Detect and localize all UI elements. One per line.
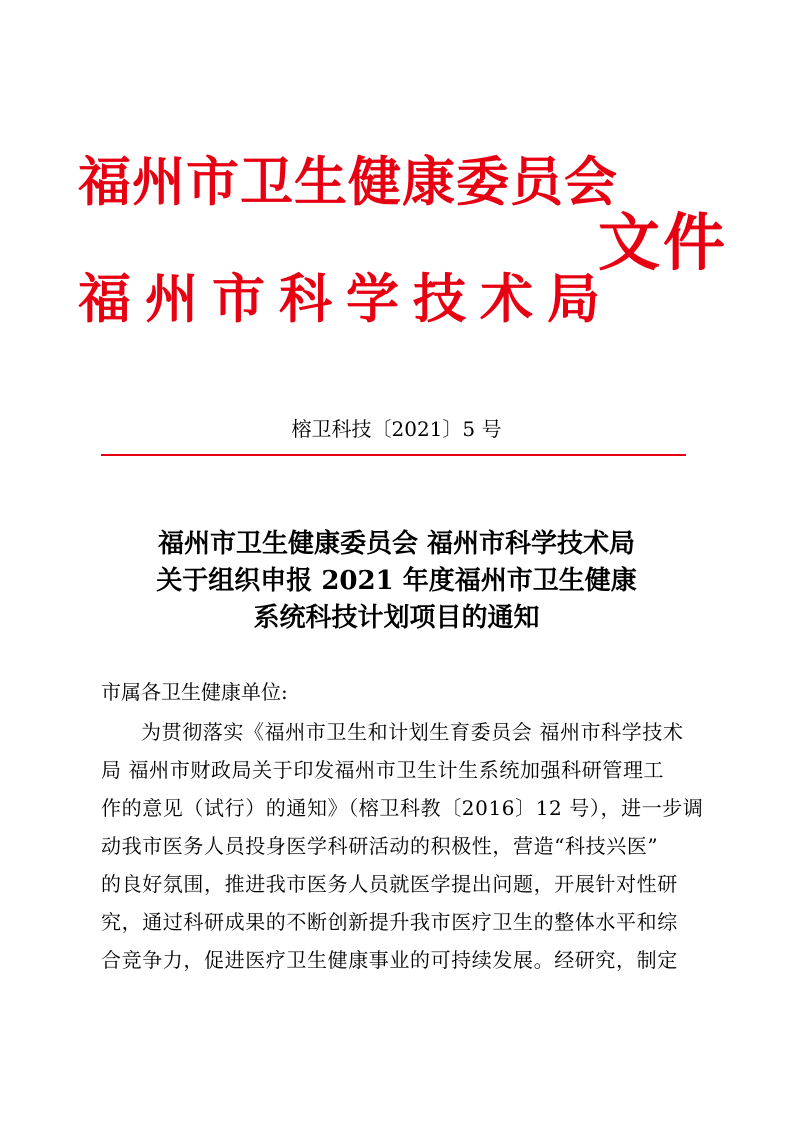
title-line-2: 关于组织申报 2021 年度福州市卫生健康 <box>156 566 637 596</box>
document-number: 榕卫科技〔2021〕5 号 <box>291 417 502 441</box>
title-line-3: 系统科技计划项目的通知 <box>253 603 540 633</box>
document-word: 文件 <box>598 206 729 279</box>
issuer-name-health-commission: 福州市卫生健康委员会 <box>78 151 618 213</box>
body-line: 作的意见（试行）的通知》（榕卫科教〔2016〕12 号），进一步调 <box>101 796 704 820</box>
body-line: 合竞争力，促进医疗卫生健康事业的可持续发展。经研究，制定 <box>101 948 678 972</box>
body-line: 为贯彻落实《福州市卫生和计划生育委员会 福州市科学技术 <box>141 720 684 744</box>
body-line: 动我市医务人员投身医学科研活动的积极性，营造“科技兴医” <box>101 834 659 858</box>
issuer-name-science-bureau: 福州市科学技术局 <box>78 268 614 330</box>
title-line-1: 福州市卫生健康委员会 福州市科学技术局 <box>157 529 636 559</box>
body-line: 局 福州市财政局关于印发福州市卫生计生系统加强科研管理工 <box>101 758 665 782</box>
salutation: 市属各卫生健康单位: <box>101 680 288 704</box>
body-line: 究，通过科研成果的不断创新提升我市医疗卫生的整体水平和综 <box>101 910 678 934</box>
red-divider-line <box>101 454 686 456</box>
body-line: 的良好氛围，推进我市医务人员就医学提出问题，开展针对性研 <box>101 872 678 896</box>
